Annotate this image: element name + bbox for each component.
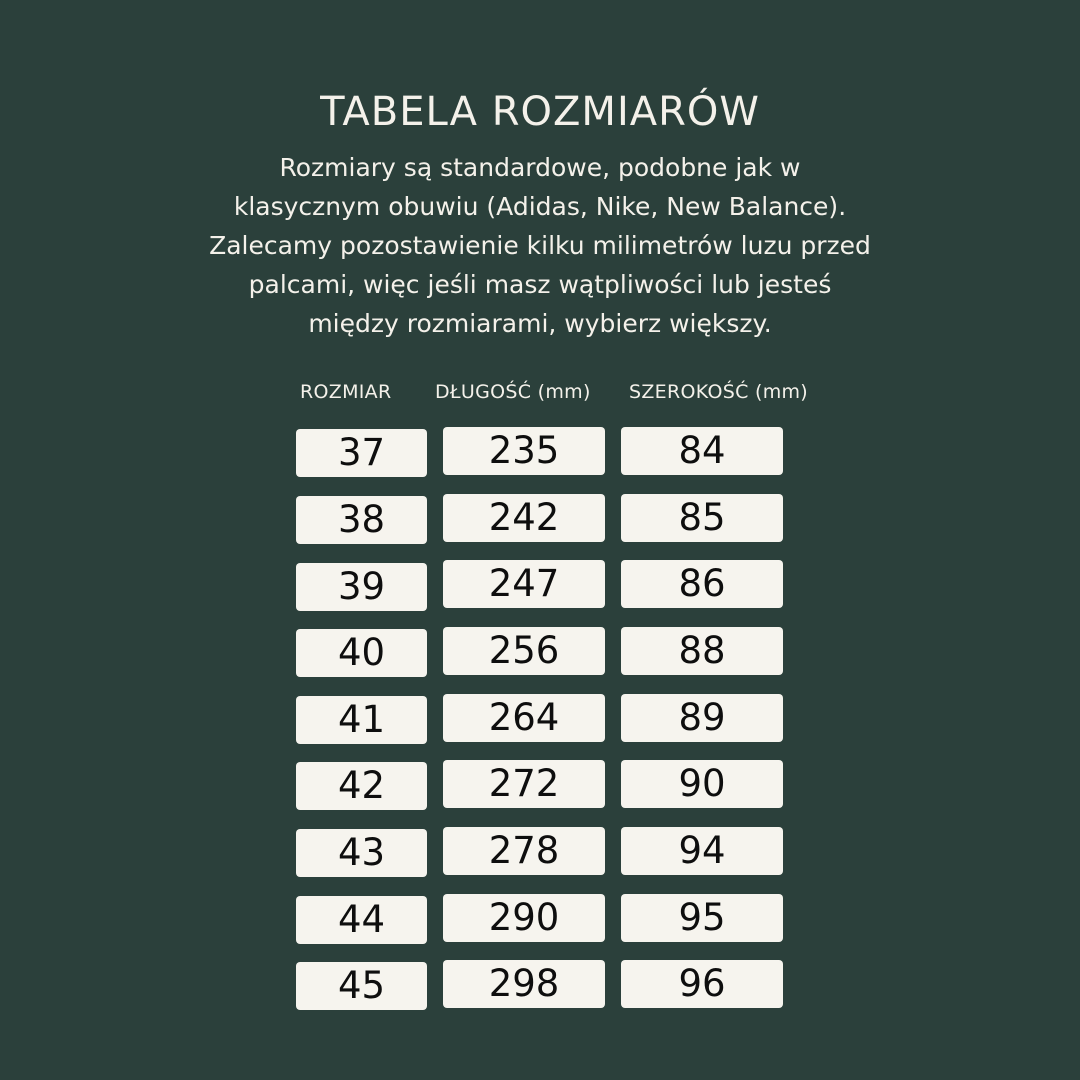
intro-line: palcami, więc jeśli masz wątpliwości lub jesteś	[248, 270, 832, 299]
length-cell: 235	[443, 427, 605, 475]
size-cell: 44	[296, 896, 427, 944]
size-cell: 37	[296, 429, 427, 477]
width-cell: 88	[621, 627, 783, 675]
size-cell: 41	[296, 696, 427, 744]
size-cell: 39	[296, 563, 427, 611]
length-cell: 264	[443, 694, 605, 742]
column-header-size: ROZMIAR	[300, 381, 392, 403]
length-cell: 247	[443, 560, 605, 608]
intro-line: Zalecamy pozostawienie kilku milimetrów luzu przed	[209, 231, 871, 260]
width-cell: 85	[621, 494, 783, 542]
intro-line: między rozmiarami, wybierz większy.	[308, 309, 772, 338]
length-cell: 242	[443, 494, 605, 542]
width-cell: 86	[621, 560, 783, 608]
width-cell: 89	[621, 694, 783, 742]
column-header-length: DŁUGOŚĆ (mm)	[435, 381, 591, 403]
length-cell: 298	[443, 960, 605, 1008]
width-cell: 90	[621, 760, 783, 808]
length-cell: 278	[443, 827, 605, 875]
intro-line: Rozmiary są standardowe, podobne jak w	[279, 153, 801, 182]
width-cell: 95	[621, 894, 783, 942]
intro-text	[150, 148, 930, 343]
width-cell: 96	[621, 960, 783, 1008]
width-cell: 94	[621, 827, 783, 875]
size-cell: 38	[296, 496, 427, 544]
length-cell: 256	[443, 627, 605, 675]
size-cell: 42	[296, 762, 427, 810]
page-title: TABELA ROZMIARÓW	[320, 89, 760, 135]
length-cell: 290	[443, 894, 605, 942]
size-cell: 45	[296, 962, 427, 1010]
size-cell: 40	[296, 629, 427, 677]
length-cell: 272	[443, 760, 605, 808]
column-header-width: SZEROKOŚĆ (mm)	[629, 381, 809, 403]
width-cell: 84	[621, 427, 783, 475]
size-cell: 43	[296, 829, 427, 877]
intro-line: klasycznym obuwiu (Adidas, Nike, New Balance).	[233, 192, 847, 221]
